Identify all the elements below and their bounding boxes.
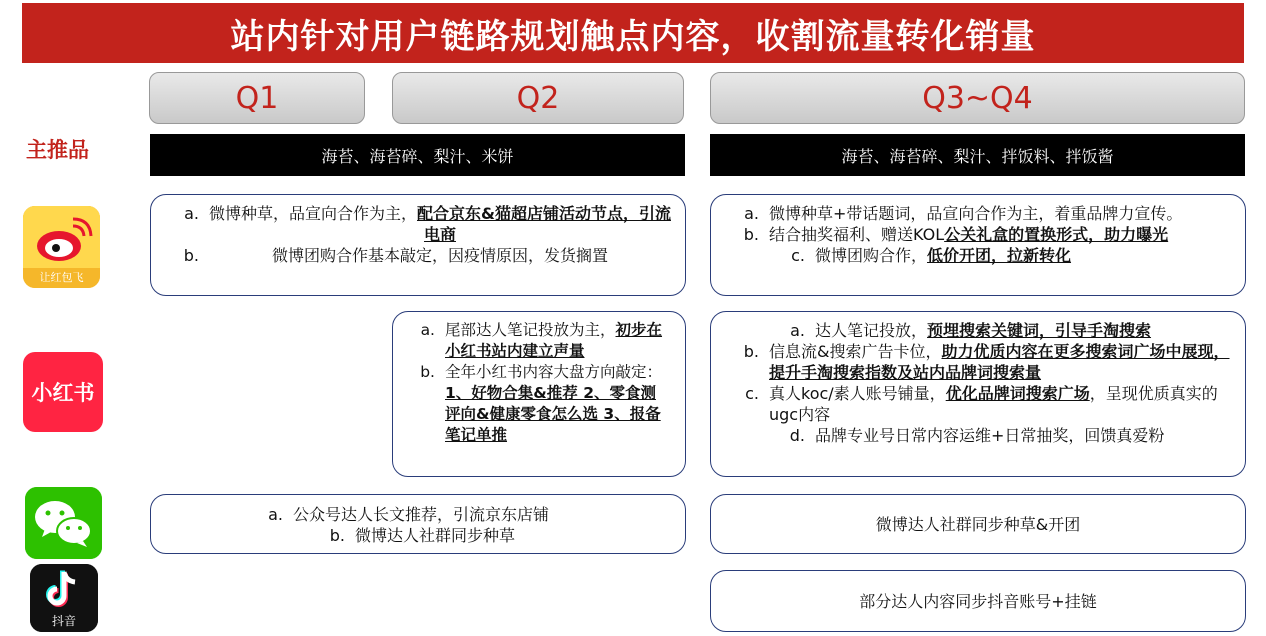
list-item xyxy=(725,341,1231,383)
plain-text: 达人笔记投放， xyxy=(815,321,928,340)
list-marker: a. xyxy=(184,204,199,223)
wechat-h2-box: 微博达人社群同步种草&开团 xyxy=(710,494,1246,554)
list-item xyxy=(725,245,1231,266)
highlight-text: 公关礼盒的置换形式，助力曝光 xyxy=(944,225,1169,244)
list-item xyxy=(165,504,671,525)
weibo-icon-caption: 让红包飞 xyxy=(39,271,84,284)
list-marker: a. xyxy=(744,204,759,223)
list-text xyxy=(769,383,1231,425)
period-q2: Q2 xyxy=(392,72,684,124)
list-marker: b. xyxy=(743,342,759,361)
highlight-text: 低价开团，拉新转化 xyxy=(927,246,1072,265)
plain-text: 尾部达人笔记投放为主， xyxy=(445,321,616,339)
wechat-h1-box xyxy=(150,494,686,554)
list-text xyxy=(815,245,1231,266)
product-bar-h1: 海苔、海苔碎、梨汁、米饼 xyxy=(150,134,685,176)
weibo-h1-box xyxy=(150,194,686,296)
wechat-icon xyxy=(25,487,102,559)
list-item xyxy=(165,525,671,546)
highlight-text: 预埋搜索关键词，引导手淘搜索 xyxy=(927,321,1152,340)
list-item xyxy=(725,383,1231,425)
xiaohongshu-h2-box xyxy=(710,311,1246,477)
list-text xyxy=(445,362,671,446)
list-item xyxy=(725,224,1231,245)
list-text xyxy=(769,224,1231,245)
plain-text: 微博团购合作， xyxy=(815,246,928,265)
list-marker: a. xyxy=(790,321,805,340)
xiaohongshu-icon: 小红书 xyxy=(23,352,103,432)
list-text xyxy=(445,320,671,362)
list-marker: b. xyxy=(329,526,345,545)
list-marker: c. xyxy=(745,384,759,403)
list-marker: b. xyxy=(183,246,199,265)
weibo-icon xyxy=(23,206,100,288)
period-q1: Q1 xyxy=(149,72,365,124)
plain-text: 微博种草，品宣向合作为主， xyxy=(209,204,418,223)
douyin-icon xyxy=(30,564,98,632)
list-marker: b. xyxy=(420,363,435,381)
plain-text: 全年小红书内容大盘方向敲定： xyxy=(445,363,663,381)
list-item xyxy=(407,362,671,446)
xiaohongshu-q2-box xyxy=(392,311,686,477)
list-marker: c. xyxy=(791,246,805,265)
list-item xyxy=(407,320,671,362)
list-text: 微博团购合作基本敲定，因疫情原因，发货搁置 xyxy=(271,246,608,265)
list-text xyxy=(769,341,1231,383)
douyin-icon-caption: 抖音 xyxy=(51,614,76,628)
highlight-text: 助力优质内容在更多搜索词广场中展现，提升手淘搜索指数及站内品牌词搜索量 xyxy=(769,342,1230,382)
main-product-label: 主推品 xyxy=(26,138,89,162)
list-text: 品牌专业号日常内容运维+日常抽奖，回馈真爱粉 xyxy=(815,426,1165,445)
list-text xyxy=(815,320,1231,341)
period-q3-q4: Q3~Q4 xyxy=(710,72,1245,124)
list-marker: a. xyxy=(420,321,435,339)
plain-text: ，呈现优质真实的ugc内容 xyxy=(769,384,1218,424)
plain-text: 结合抽奖福利、赠送KOL xyxy=(769,225,945,244)
list-text: 微博种草+带话题词，品宣向合作为主，着重品牌力宣传。 xyxy=(769,204,1183,223)
list-item xyxy=(165,245,671,266)
highlight-text: 配合京东&猫超店铺活动节点，引流电商 xyxy=(417,204,671,244)
list-item xyxy=(725,203,1231,224)
page-title: 站内针对用户链路规划触点内容，收割流量转化销量 xyxy=(22,3,1244,63)
product-bar-h2: 海苔、海苔碎、梨汁、拌饭料、拌饭酱 xyxy=(710,134,1245,176)
list-text: 公众号达人长文推荐，引流京东店铺 xyxy=(293,505,550,524)
list-item xyxy=(725,320,1231,341)
list-marker: b. xyxy=(743,225,759,244)
list-text: 微博达人社群同步种草 xyxy=(355,526,516,545)
list-text xyxy=(209,203,671,245)
plain-text: 真人koc/素人账号铺量， xyxy=(769,384,946,403)
wechat-logo-icon xyxy=(25,487,102,559)
highlight-text: 优化品牌词搜索广场 xyxy=(945,384,1090,403)
weibo-h2-box xyxy=(710,194,1246,296)
list-marker: a. xyxy=(268,505,283,524)
plain-text: 信息流&搜索广告卡位， xyxy=(769,342,942,361)
list-marker: d. xyxy=(789,426,805,445)
highlight-text: 1、好物合集&推荐 2、零食测评向&健康零食怎么选 3、报备笔记单推 xyxy=(445,384,661,444)
list-item xyxy=(725,425,1231,446)
list-item xyxy=(165,203,671,245)
highlight-text: 初步在小红书站内建立声量 xyxy=(445,321,663,360)
douyin-h2-box: 部分达人内容同步抖音账号+挂链 xyxy=(710,570,1246,632)
